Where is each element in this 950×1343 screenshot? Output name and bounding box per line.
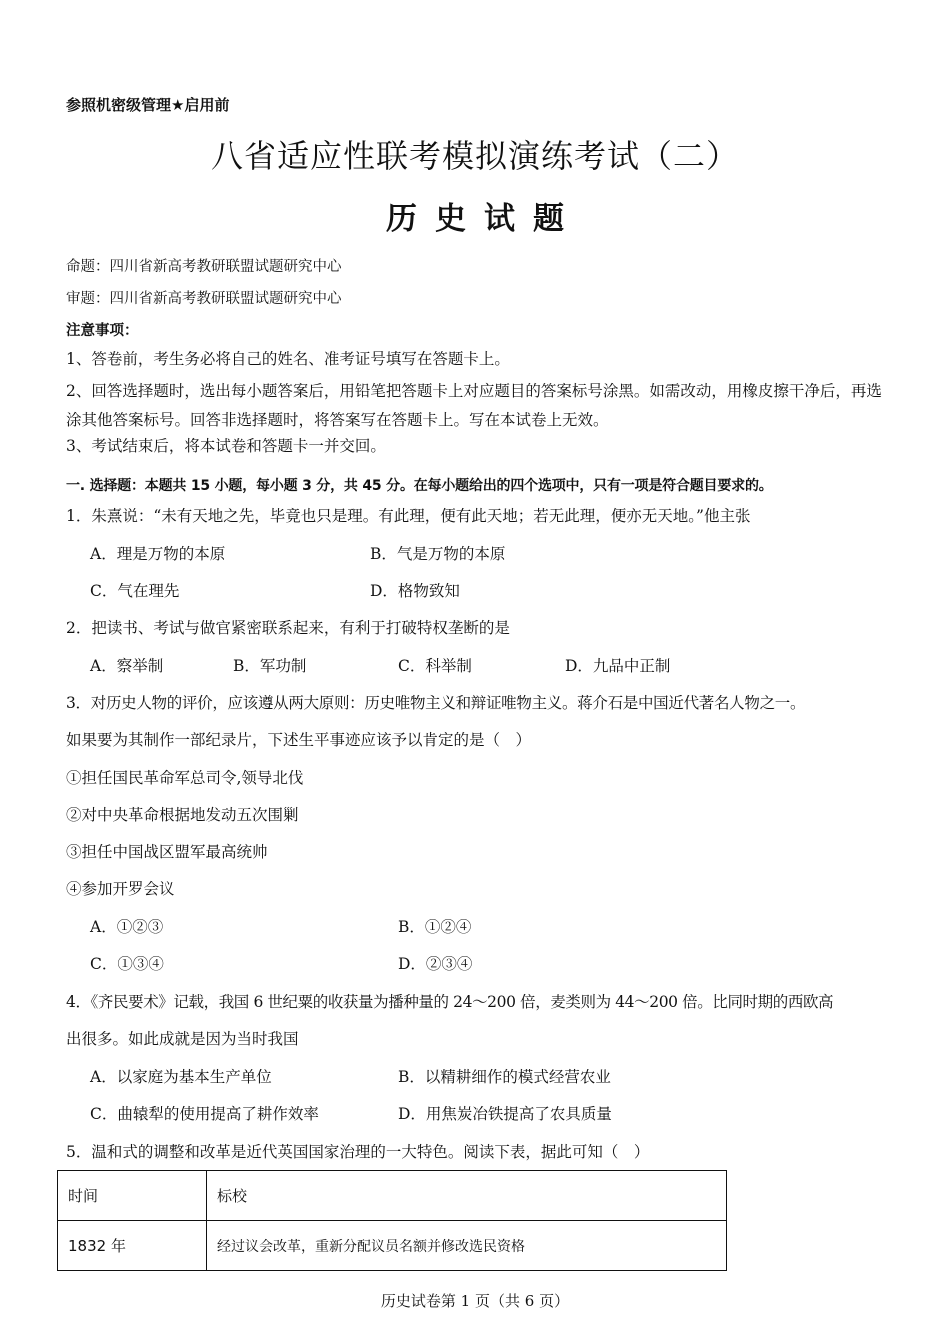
q2-option-c: C．科举制 (398, 657, 472, 675)
q4-option-b: B．以精耕细作的模式经营农业 (398, 1068, 611, 1086)
question-3-stem-line-1: 3．对历史人物的评价，应该遵从两大原则：历史唯物主义和辩证唯物主义。蒋介石是中国近代著名人物之一。 (66, 694, 806, 712)
reviewer-line: 审题：四川省新高考教研联盟试题研究中心 (66, 291, 342, 307)
q3-option-b: B．①②④ (398, 918, 472, 936)
q4-option-a: A．以家庭为基本生产单位 (90, 1068, 272, 1086)
q3-option-c: C．①③④ (90, 955, 164, 973)
table-header-time: 时间 (58, 1171, 207, 1221)
question-2-stem: 2．把读书、考试与做官紧密联系起来，有利于打破特权垄断的是 (66, 619, 510, 637)
subject-title: 历史试题 (386, 201, 582, 237)
q3-item-2: ②对中央革命根据地发动五次围剿 (66, 806, 299, 824)
note-item-1: 1、答卷前，考生务必将自己的姓名、准考证号填写在答题卡上。 (66, 350, 510, 368)
q1-option-d: D．格物致知 (370, 582, 460, 600)
exam-title: 八省适应性联考模拟演练考试（二） (210, 137, 739, 175)
q3-item-4: ④参加开罗会议 (66, 880, 175, 898)
q3-option-d: D．②③④ (398, 955, 473, 973)
q3-item-1: ①担任国民革命军总司令,领导北伐 (66, 769, 304, 787)
confidential-label: 参照机密级管理★启用前 (66, 96, 230, 114)
page-footer: 历史试卷第 1 页（共 6 页） (380, 1292, 570, 1310)
q1-option-a: A．理是万物的本原 (90, 545, 226, 563)
question-3-stem-line-2: 如果要为其制作一部纪录片，下述生平事迹应该予以肯定的是（ ） (66, 731, 532, 749)
q2-option-b: B．军功制 (233, 657, 307, 675)
question-4-stem-line-2: 出很多。如此成就是因为当时我国 (66, 1030, 299, 1048)
table-cell-year: 1832 年 (58, 1221, 207, 1271)
table-cell-event: 经过议会改革，重新分配议员名额并修改选民资格 (207, 1221, 727, 1271)
q2-option-a: A．察举制 (90, 657, 164, 675)
question-5-stem: 5．温和式的调整和改革是近代英国国家治理的一大特色。阅读下表，据此可知（ ） (66, 1143, 650, 1161)
q1-option-b: B．气是万物的本原 (370, 545, 506, 563)
q3-item-3: ③担任中国战区盟军最高统帅 (66, 843, 268, 861)
q4-option-c: C．曲辕犁的使用提高了耕作效率 (90, 1105, 319, 1123)
q4-option-d: D．用焦炭冶铁提高了农具质量 (398, 1105, 612, 1123)
notes-heading: 注意事项： (66, 323, 139, 339)
note-item-3: 3、考试结束后，将本试卷和答题卡一并交回。 (66, 437, 386, 455)
q2-option-d: D．九品中正制 (565, 657, 671, 675)
q1-option-c: C．气在理先 (90, 582, 180, 600)
question-4-stem-line-1: 4．《齐民要术》记载，我国 6 世纪粟的收获量为播种量的 24～200 倍，麦类则为 44～200 倍。比同时期的西欧高 (66, 993, 834, 1011)
q3-option-a: A．①②③ (90, 918, 164, 936)
table-header-content: 标校 (207, 1171, 727, 1221)
q5-table (57, 1170, 727, 1271)
note-item-2: 2、回答选择题时，选出每小题答案后，用铅笔把答题卡上对应题目的答案标号涂黑。如需改动，用橡皮擦干净后，再选涂其他答案标号。回答非选择题时，将答案写在答题卡上。写在本试卷上无效。 (66, 382, 882, 429)
question-1-stem: 1．朱熹说：“未有天地之先，毕竟也只是理。有此理，便有此天地；若无此理，便亦无天地。”他主张 (66, 507, 751, 525)
setter-line: 命题：四川省新高考教研联盟试题研究中心 (66, 259, 342, 275)
table-row (58, 1221, 727, 1271)
section-heading: 一. 选择题：本题共 15 小题，每小题 3 分，共 45 分。在每小题给出的四个选项中，只有一项是符合题目要求的。 (66, 478, 773, 494)
table-header-row (58, 1171, 727, 1221)
